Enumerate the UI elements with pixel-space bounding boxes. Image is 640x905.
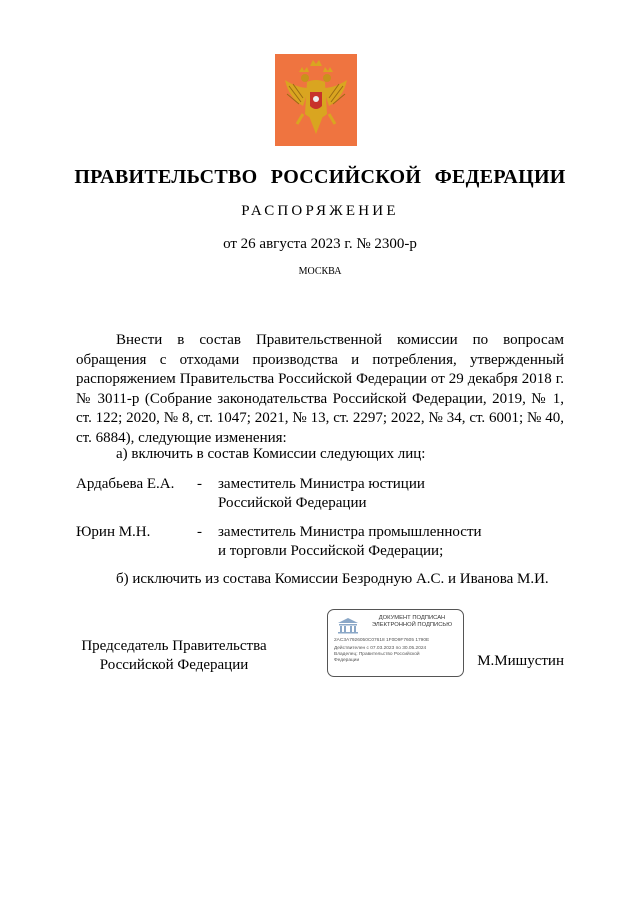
signer-name: М.Мишустин (477, 653, 564, 669)
stamp-title-line: ДОКУМЕНТ ПОДПИСАН (378, 615, 446, 621)
government-building-icon (336, 616, 360, 634)
person-position (218, 523, 482, 561)
position-line: Российской Федерации (218, 495, 367, 511)
item-b: б) исключить из состава Комиссии Безродную А.С. и Иванова М.И. (116, 571, 549, 587)
city: МОСКВА (298, 266, 342, 277)
coat-of-arms-icon (275, 54, 357, 146)
person-name: Юрин М.Н. (76, 524, 151, 540)
digital-signature-stamp (327, 609, 464, 677)
stamp-title (364, 615, 460, 629)
stamp-info (334, 646, 459, 664)
person-dash: - (197, 476, 202, 492)
person-dash: - (197, 524, 202, 540)
stamp-title-line: ЭЛЕКТРОННОЙ ПОДПИСЬЮ (371, 622, 453, 628)
person-position (218, 475, 425, 513)
position-line: заместитель Министра промышленности (218, 524, 482, 540)
position-line: и торговли Российской Федерации; (218, 543, 444, 559)
chairman-line: Председатель Правительства (81, 638, 267, 654)
stamp-serial: 2AC3A7926050C07618 1F0D9F7605 1790E (334, 638, 430, 643)
document-type: РАСПОРЯЖЕНИЕ (241, 203, 399, 219)
chairman-title (76, 637, 272, 675)
item-a: а) включить в состав Комиссии следующих лиц: (116, 446, 426, 462)
government-title: ПРАВИТЕЛЬСТВО РОССИЙСКОЙ ФЕДЕРАЦИИ (74, 166, 566, 188)
stamp-owner: Владелец: Правительство Российской (334, 652, 420, 657)
chairman-line: Российской Федерации (99, 657, 249, 673)
person-name: Ардабьева Е.А. (76, 476, 175, 492)
position-line: заместитель Министра юстиции (218, 476, 425, 492)
date-number: от 26 августа 2023 г. № 2300-р (223, 236, 417, 252)
body-paragraph: Внести в состав Правительственной комиссии по вопросам обращения с отходами производства и потребления, утвержденный распоряжением Правительства Российской Федерации от 29 декабря 2018 г. № 3011-р (Собрание законодательства Российской Федерации, 2019, № 1, ст. 122; 2020, № 8, ст. 1047; 2021, № 13, ст. 2297; 2022, № 34, ст. 6001; № 40, ст. 6884), следующие изменения: (76, 332, 564, 446)
stamp-validity: Действителен с 07.03.2023 по 30.05.2024 (334, 646, 427, 651)
stamp-owner: Федерации (334, 658, 360, 663)
